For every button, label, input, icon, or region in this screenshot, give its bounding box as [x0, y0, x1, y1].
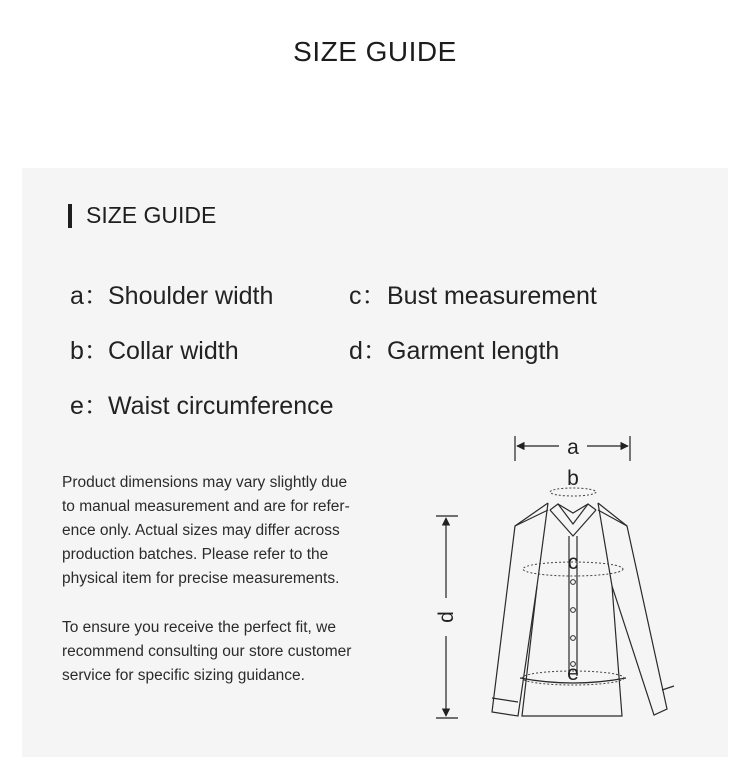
- legend-label: Collar width: [108, 337, 239, 365]
- shoulder-width-dimension: [515, 436, 630, 461]
- bust-dimension: [523, 551, 623, 576]
- label-b: b: [567, 467, 579, 490]
- note-line: ence only. Actual sizes may differ across: [62, 522, 340, 539]
- section-title: SIZE GUIDE: [86, 202, 217, 228]
- legend-label: Bust measurement: [387, 282, 597, 310]
- legend-label: Shoulder width: [108, 282, 274, 310]
- collar-width-dimension: [550, 467, 596, 496]
- label-a: a: [567, 436, 579, 459]
- garment-length-dimension: [435, 516, 458, 718]
- note-line: to manual measurement and are for refer-: [62, 498, 350, 515]
- shirt-outline: [492, 503, 674, 716]
- size-guide-panel: [22, 168, 728, 757]
- waist-dimension: [522, 662, 624, 685]
- note-line: Product dimensions may vary slightly due: [62, 474, 348, 491]
- legend-key: d：: [349, 337, 388, 365]
- note-line: service for specific sizing guidance.: [62, 667, 305, 684]
- legend-label: Garment length: [387, 337, 560, 365]
- label-d: d: [435, 611, 458, 623]
- legend-key: e：: [70, 392, 109, 420]
- note-line: physical item for precise measurements.: [62, 570, 340, 587]
- note-line: production batches. Please refer to the: [62, 546, 329, 563]
- label-c: c: [567, 551, 579, 574]
- legend-label: Waist circumference: [108, 392, 334, 420]
- note-line: recommend consulting our store customer: [62, 643, 352, 660]
- legend-key: a：: [70, 282, 109, 310]
- note-line: To ensure you receive the perfect fit, we: [62, 619, 336, 636]
- page-title: SIZE GUIDE: [293, 36, 457, 67]
- legend-key: c：: [349, 282, 387, 310]
- shirt-measurement-diagram: [22, 168, 728, 757]
- shirt-buttons: [571, 580, 576, 667]
- label-e: e: [567, 662, 579, 685]
- legend-key: b：: [70, 337, 109, 365]
